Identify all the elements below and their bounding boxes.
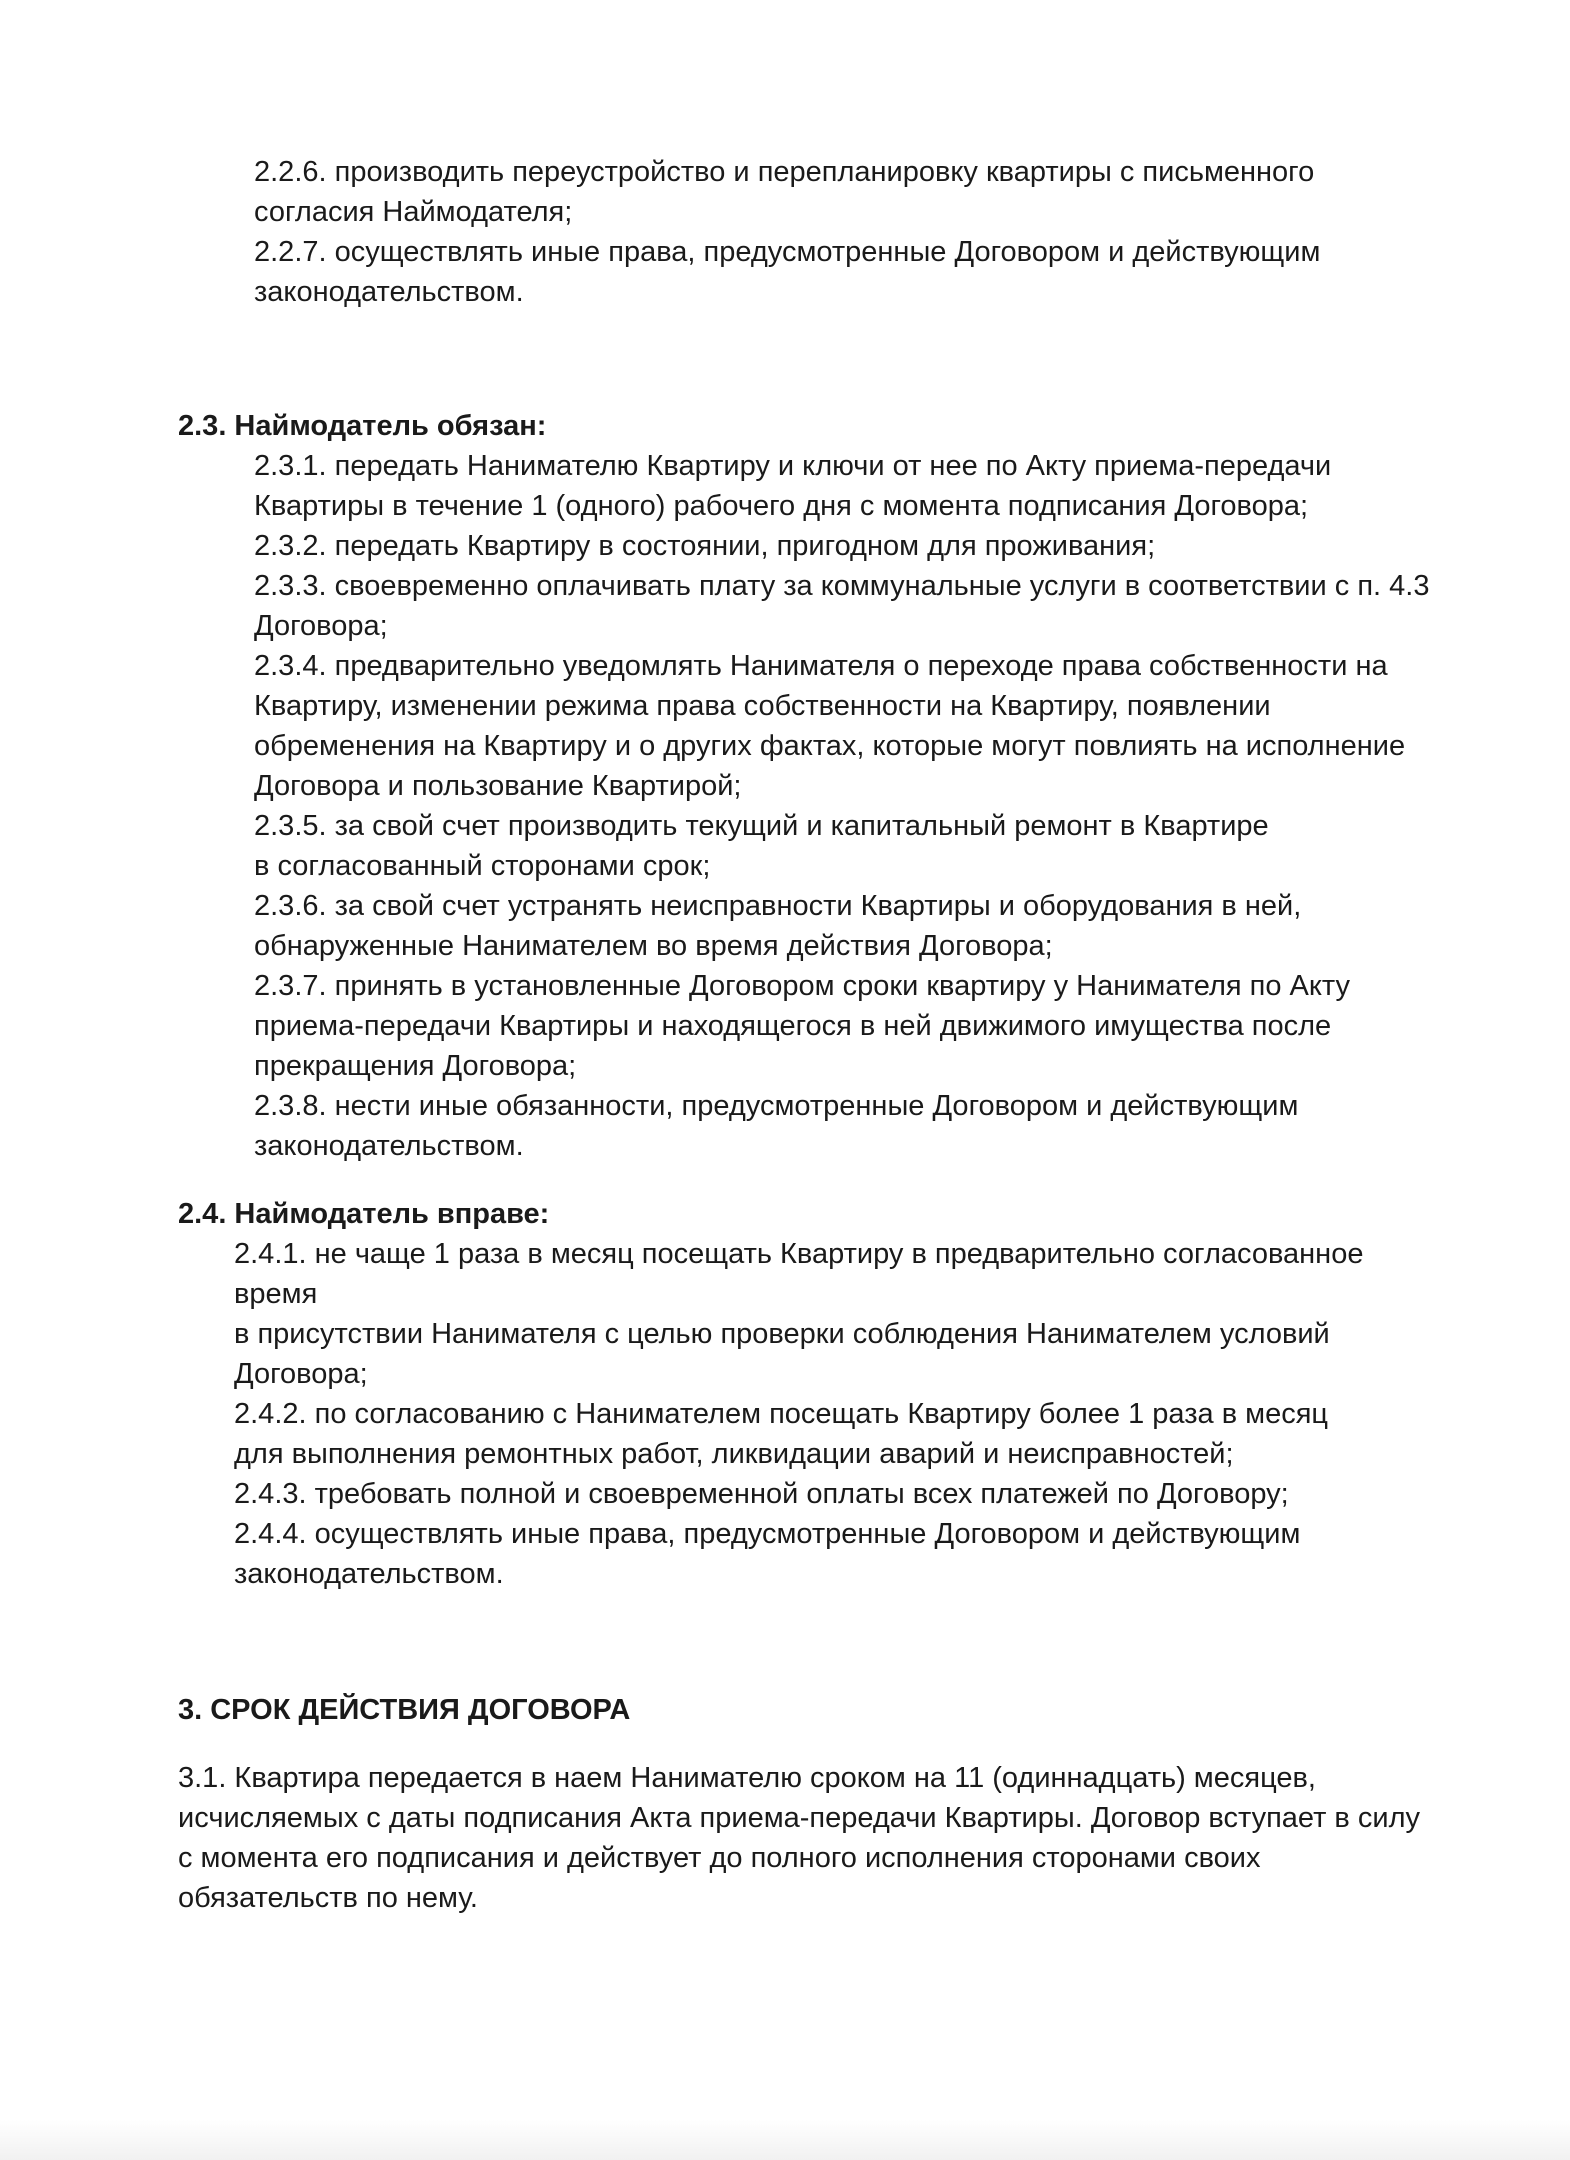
page-bottom-edge xyxy=(0,2120,1570,2160)
clause-3-1-line-3: с момента его подписания и действует до полного исполнения сторонами своих xyxy=(178,1842,1261,1874)
clause-2-3-1-line-1: 2.3.1. передать Нанимателю Квартиру и ключи от нее по Акту приема-передачи xyxy=(254,450,1332,482)
section-2-4-heading: 2.4. Наймодатель вправе: xyxy=(178,1198,550,1230)
clause-2-2-7-line-2: законодательством. xyxy=(254,276,524,308)
clause-2-4-1-line-1: 2.4.1. не чаще 1 раза в месяц посещать Квартиру в предварительно согласованное xyxy=(234,1238,1364,1270)
clause-2-3-4-line-1: 2.3.4. предварительно уведомлять Нанимателя о переходе права собственности на xyxy=(254,650,1388,682)
section-2-3-heading: 2.3. Наймодатель обязан: xyxy=(178,410,547,442)
clause-2-3-8-line-2: законодательством. xyxy=(254,1130,524,1162)
clause-2-4-2-line-1: 2.4.2. по согласованию с Нанимателем посещать Квартиру более 1 раза в месяц xyxy=(234,1398,1329,1430)
clause-2-3-3-line-2: Договора; xyxy=(254,610,388,642)
clause-2-4-1-line-2: время xyxy=(234,1278,318,1310)
clause-2-3-5-line-1: 2.3.5. за свой счет производить текущий и капитальный ремонт в Квартире xyxy=(254,810,1269,842)
clause-2-3-3-line-1: 2.3.3. своевременно оплачивать плату за коммунальные услуги в соответствии с п. 4.3 xyxy=(254,570,1430,602)
clause-2-4-1-line-4: Договора; xyxy=(234,1358,368,1390)
clause-2-4-3-line-1: 2.4.3. требовать полной и своевременной оплаты всех платежей по Договору; xyxy=(234,1478,1289,1510)
clause-2-3-7-line-1: 2.3.7. принять в установленные Договором сроки квартиру у Нанимателя по Акту xyxy=(254,970,1351,1002)
clause-2-3-2-line-1: 2.3.2. передать Квартиру в состоянии, пригодном для проживания; xyxy=(254,530,1156,562)
clause-2-4-4-line-1: 2.4.4. осуществлять иные права, предусмотренные Договором и действующим xyxy=(234,1518,1301,1550)
clause-2-3-5-line-2: в согласованный сторонами срок; xyxy=(254,850,711,882)
clause-2-3-1-line-2: Квартиры в течение 1 (одного) рабочего дня с момента подписания Договора; xyxy=(254,490,1309,522)
clause-2-2-6-line-2: согласия Наймодателя; xyxy=(254,196,573,228)
clause-2-4-4-line-2: законодательством. xyxy=(234,1558,504,1590)
clause-2-3-4-line-4: Договора и пользование Квартирой; xyxy=(254,770,742,802)
clause-2-3-4-line-2: Квартиру, изменении режима права собственности на Квартиру, появлении xyxy=(254,690,1271,722)
clause-2-3-6-line-2: обнаруженные Нанимателем во время действия Договора; xyxy=(254,930,1053,962)
clause-3-1-line-2: исчисляемых с даты подписания Акта приема-передачи Квартиры. Договор вступает в силу xyxy=(178,1802,1420,1834)
clause-2-3-7-line-3: прекращения Договора; xyxy=(254,1050,577,1082)
clause-2-4-1-line-3: в присутствии Нанимателя с целью проверки соблюдения Нанимателем условий xyxy=(234,1318,1330,1350)
clause-2-3-6-line-1: 2.3.6. за свой счет устранять неисправности Квартиры и оборудования в ней, xyxy=(254,890,1302,922)
section-3-heading: 3. СРОК ДЕЙСТВИЯ ДОГОВОРА xyxy=(178,1694,631,1726)
clause-3-1-line-1: 3.1. Квартира передается в наем Нанимателю сроком на 11 (одиннадцать) месяцев, xyxy=(178,1762,1316,1794)
clause-2-4-2-line-2: для выполнения ремонтных работ, ликвидации аварий и неисправностей; xyxy=(234,1438,1234,1470)
clause-2-2-7-line-1: 2.2.7. осуществлять иные права, предусмотренные Договором и действующим xyxy=(254,236,1321,268)
clause-3-1-line-4: обязательств по нему. xyxy=(178,1882,478,1914)
clause-2-2-6-line-1: 2.2.6. производить переустройство и перепланировку квартиры с письменного xyxy=(254,156,1315,188)
clause-2-3-8-line-1: 2.3.8. нести иные обязанности, предусмотренные Договором и действующим xyxy=(254,1090,1299,1122)
clause-2-3-7-line-2: приема-передачи Квартиры и находящегося в ней движимого имущества после xyxy=(254,1010,1332,1042)
clause-2-3-4-line-3: обременения на Квартиру и о других фактах, которые могут повлиять на исполнение xyxy=(254,730,1406,762)
